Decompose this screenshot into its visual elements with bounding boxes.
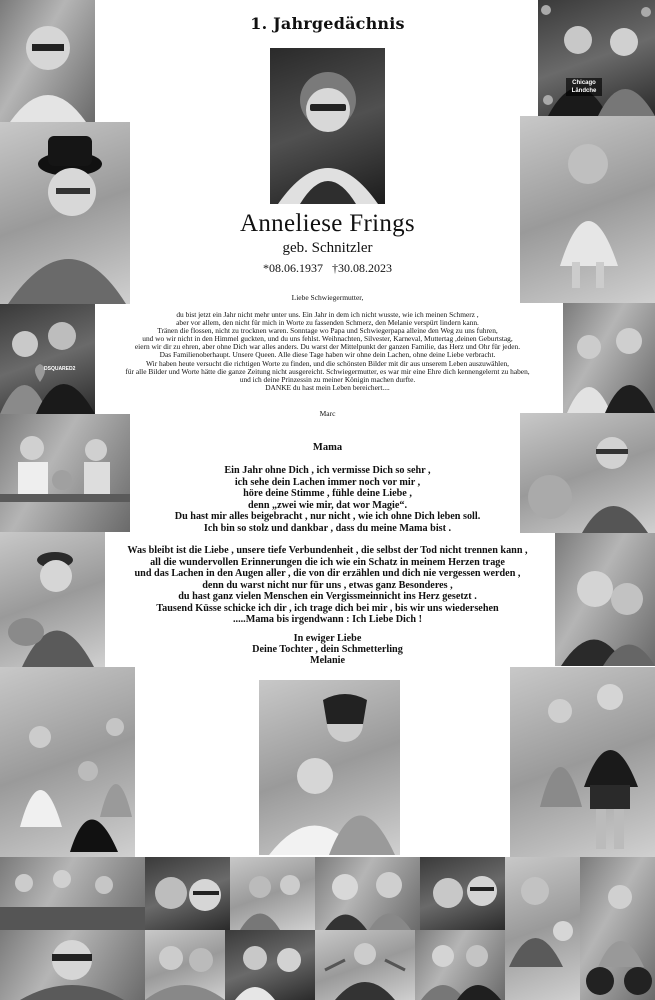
letter-signature: Marc <box>319 409 336 418</box>
letter-line: DANKE du hast mein Leben bereichert.... <box>265 382 390 392</box>
closing-line: Melanie <box>309 655 346 667</box>
page-title: 1. Jahrgedächnis <box>250 14 405 33</box>
poem-line: Du hast mir alles beigebracht , nur nicht , wie ich ohne Dich leben soll. <box>174 511 481 522</box>
letter-line: und wo wir nicht in den Himmel guckten, und du uns fehlst. Weihnachten, Silvester, Karneval, Muttertag ,deinen Geburtstag, <box>142 334 513 344</box>
letter-line: du bist jetzt ein Jahr nicht mehr unter uns. Ein Jahr in dem ich nicht wusste, wie ich meinen Schmerz , <box>176 310 479 319</box>
poem-stanza-1 <box>100 465 555 534</box>
poem-line: höre deine Stimme , fühle deine Liebe , <box>243 488 412 499</box>
poem-stanza-2 <box>100 545 555 626</box>
letter-salutation: Liebe Schwiegermutter, <box>291 293 364 302</box>
photo-couple-bottom-12 <box>415 930 505 1000</box>
photo-wedding-dance-left <box>0 667 135 857</box>
photo-dancing-bottom-11 <box>315 930 415 1000</box>
letter-line: aber vor allem, den nicht für mich in Worte zu fassenden Schmerz, den Melanie verspürt lindern kann. <box>176 318 479 328</box>
letter-body <box>96 311 559 392</box>
deceased-name: Anneliese Frings <box>240 210 415 237</box>
photo-two-women-bottom-4 <box>315 857 420 930</box>
poem-title: Mama <box>312 442 343 453</box>
poem-closing <box>0 633 655 667</box>
closing-line: Deine Tochter , dein Schmetterling <box>252 644 403 656</box>
shirt-dsquared-text: DSQUARED2 <box>44 366 76 372</box>
poem-line: Was bleibt ist die Liebe , unsere tiefe Verbundenheit , die selbst der Tod nicht trennen kann , <box>127 545 528 556</box>
photo-couple-walking-right <box>510 667 655 857</box>
photo-woman-sunglasses-bottom-8 <box>0 930 145 1000</box>
closing-line: In ewiger Liebe <box>293 633 362 644</box>
letter-line: für alle Bilder und Worte hätte die ganze Zeitung nicht ausgereicht. Schwiegermutter, es war mir eine Ehre dich kennengelernt zu haben, <box>125 366 530 376</box>
photo-group-bottom-3 <box>230 857 315 930</box>
poem-line: Ein Jahr ohne Dich , ich vermisse Dich so sehr , <box>224 465 431 476</box>
poem-line: und das Lachen in den Augen aller , die von dir erzählen und dich nie vergessen werden , <box>134 568 521 579</box>
photo-couple-party-right <box>563 303 655 413</box>
photo-grandma-child-bottom-6 <box>505 857 580 1000</box>
letter-line: eiern wir dir zu ehren, aber ohne Dich war alles anders. Du warst der Mittelpunkt der ganzen Familie, das Herz und Ohr für jeden. <box>134 342 521 352</box>
poem-line: denn „zwei wie mir, dat wor Magie“. <box>247 499 408 511</box>
birth-name: geb. Schnitzler <box>282 240 373 256</box>
portrait-deceased <box>270 48 385 204</box>
letter-line: Wir haben heute versucht die richtigen Worte zu finden, und die schönsten Bilder mit dir aus unserem Leben auszuwählen, <box>145 358 510 368</box>
letter-line: Das Familienoberhaupt. Unsere Queen. Alle diese Tage haben wir ohne dein Lachen, ohne deine Liebe verbracht. <box>159 350 496 360</box>
poem-line: ich sehe dein Lachen immer noch vor mir , <box>234 476 421 488</box>
photo-couple-heart-left <box>0 304 95 414</box>
letter-line: und ich deine Prinzessin zu meiner Königin machen durfte. <box>239 374 416 384</box>
poem-line: denn du warst nicht nur für uns , etwas ganz Besonderes , <box>202 579 453 591</box>
poem-line: Ich bin so stolz und dankbar , dass du meine Mama bist . <box>203 522 452 534</box>
photo-selfie-bottom-5 <box>420 857 505 930</box>
poem-line: Tausend Küsse schicke ich dir , ich trage dich bei mir , bis wir uns wiedersehen <box>156 602 499 614</box>
photo-family-bottom-9 <box>145 930 225 1000</box>
letter-line: Tränen die flossen, nicht zu trocknen waren. Sonntage wo Papa und Schwiegerpapa alleine den Weg zu uns fuhren, <box>157 326 498 336</box>
poem-line: all die wundervollen Erinnerungen die ich wie ein Schatz in meinem Herzen trage <box>150 556 505 568</box>
photo-group-table-bottom-1 <box>0 857 145 930</box>
photo-party-bottom-10 <box>225 930 315 1000</box>
photo-mother-daughter-hug-center <box>259 680 400 855</box>
life-dates: *08.06.1937 †30.08.2023 <box>263 261 392 275</box>
shirt-chicago-text: Chicago Ländche <box>566 78 602 96</box>
poem-line: .....Mama bis irgendwann : Ich Liebe Dich ! <box>232 614 423 625</box>
photo-selfie-bottom-2 <box>145 857 230 930</box>
poem-line: du hast ganz vielen Menschen ein Vergissmeinnicht ins Herz gesetzt . <box>178 591 477 602</box>
photo-grandma-motorcycle-bottom-7 <box>580 857 655 1000</box>
